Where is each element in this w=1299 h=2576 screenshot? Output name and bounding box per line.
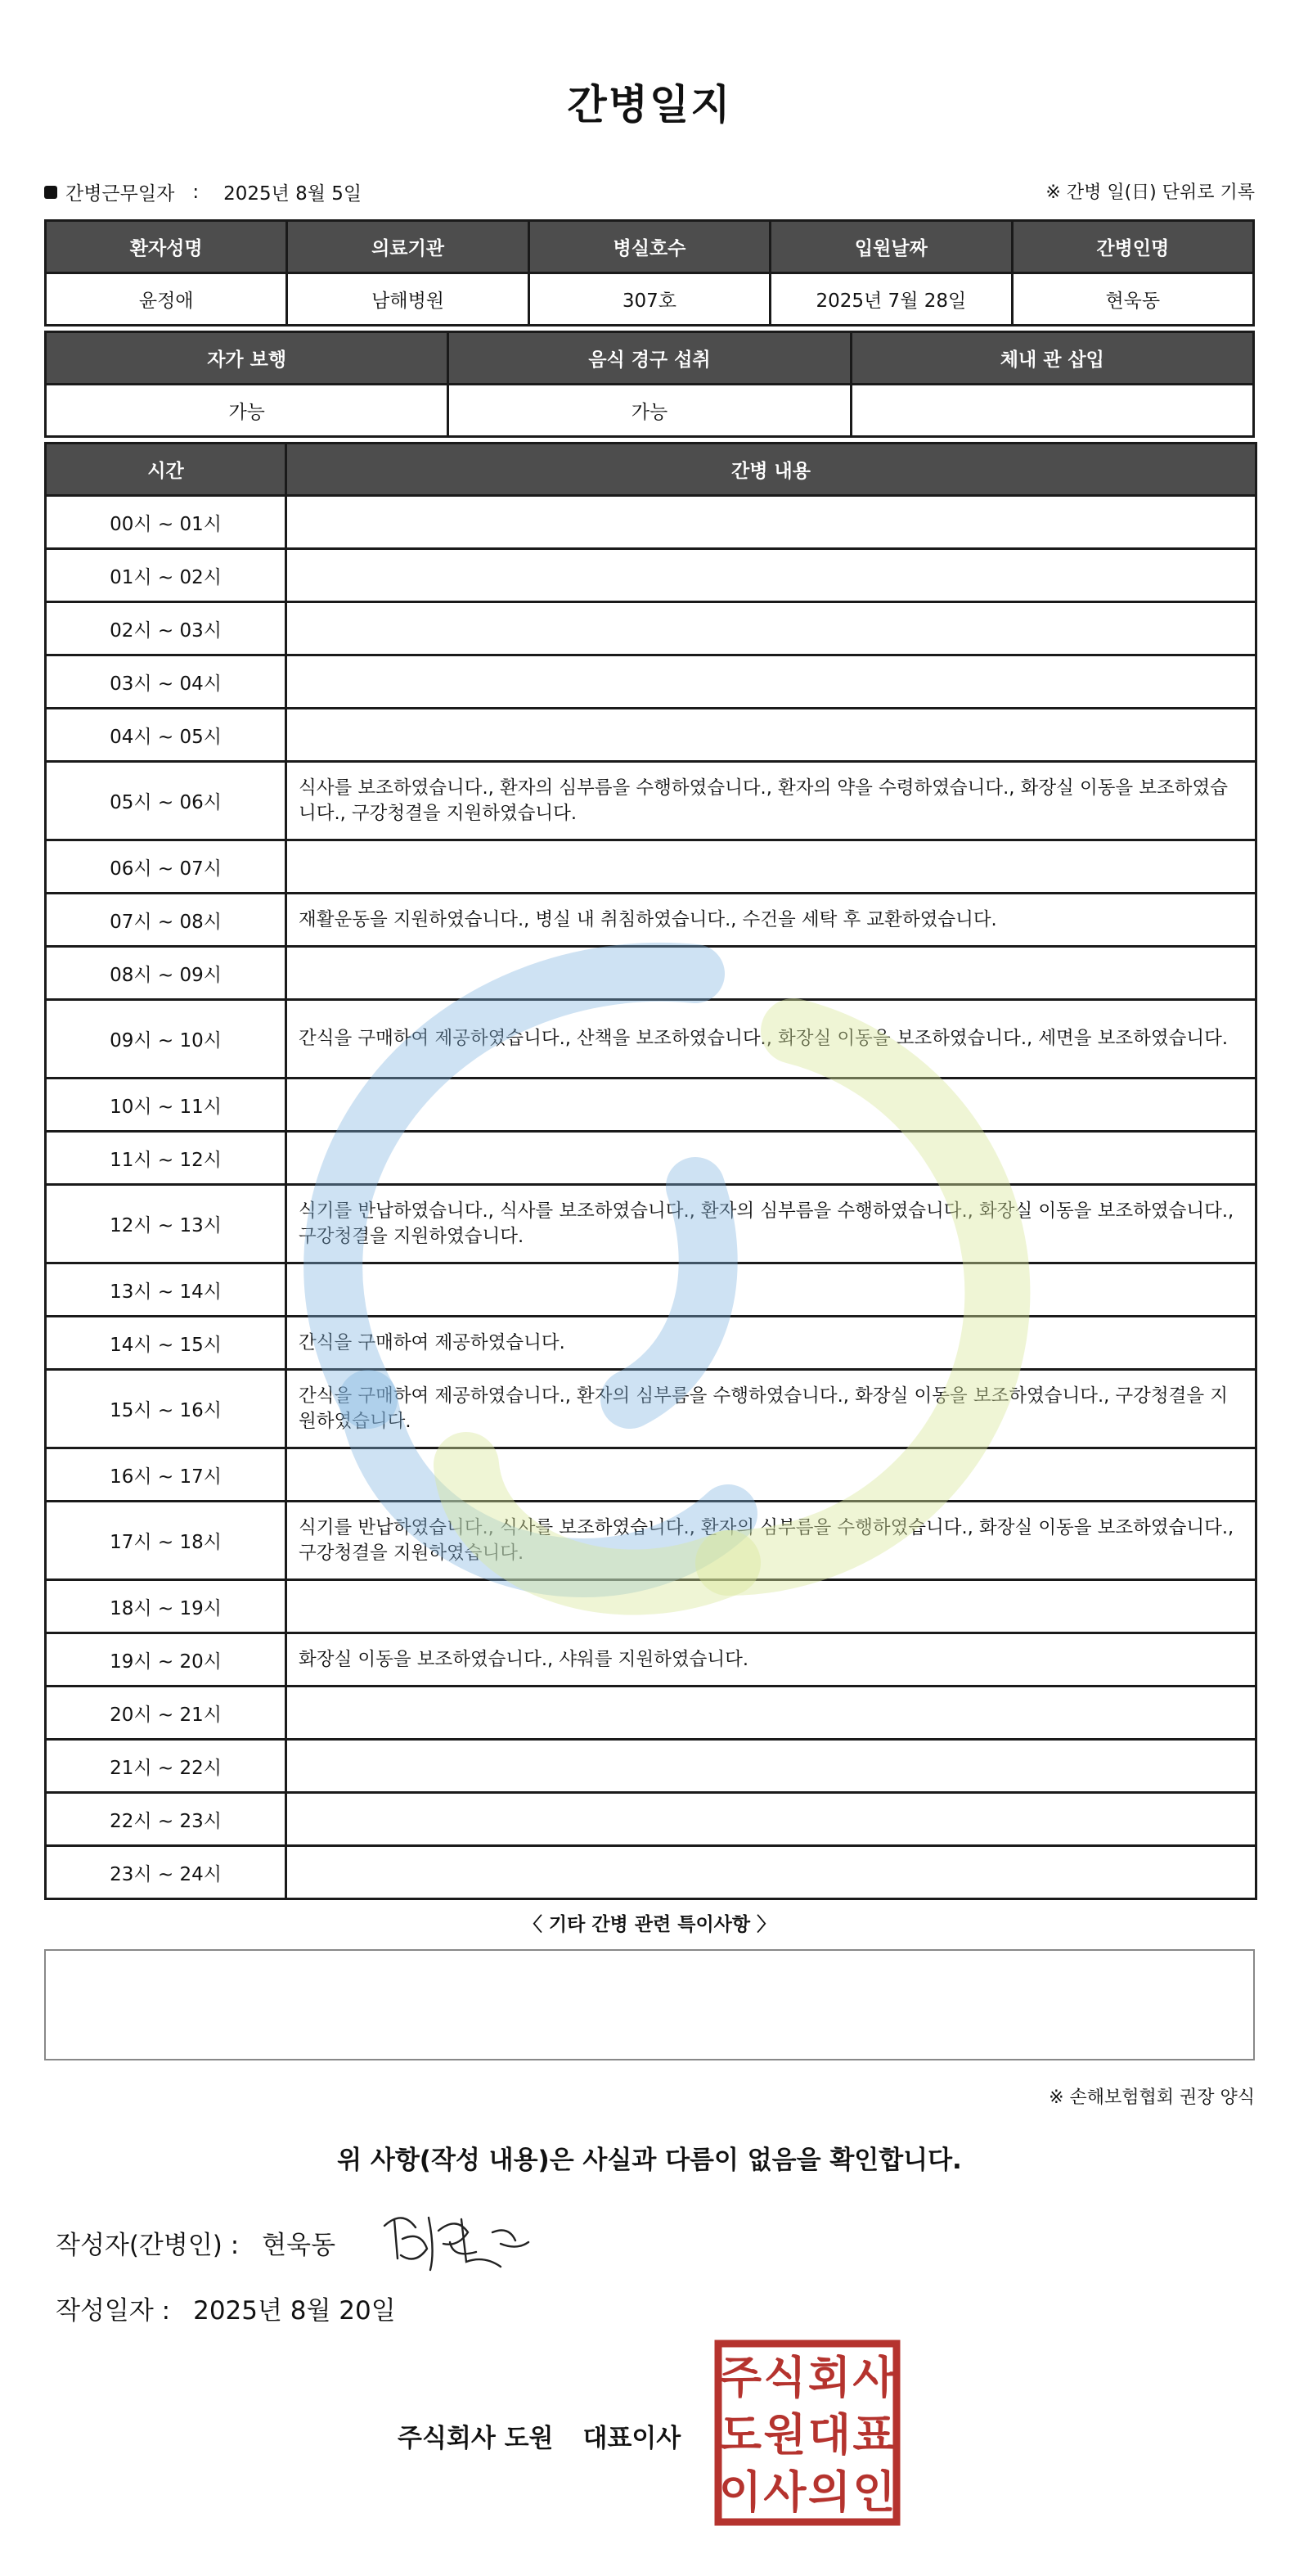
- header-room: 병실호수: [528, 221, 770, 273]
- care-log-row: [46, 496, 1256, 549]
- seal-char: 대: [807, 2409, 852, 2461]
- care-log-time: 02시 ~ 03시: [46, 602, 286, 655]
- company-name: 주식회사 도원: [398, 2424, 554, 2453]
- care-log-row: [46, 762, 1256, 840]
- care-log-content: [286, 840, 1256, 894]
- care-log-content: [286, 947, 1256, 1000]
- header-self-walking: 자가 보행: [46, 332, 448, 385]
- care-log-row: [46, 1793, 1256, 1846]
- care-log-content: [286, 1079, 1256, 1132]
- remarks-title: 〈 기타 간병 관련 특이사항 〉: [523, 1914, 776, 1935]
- care-log-content: [286, 1846, 1256, 1899]
- seal-char: 주: [718, 2352, 762, 2403]
- care-log-time: 18시 ~ 19시: [46, 1580, 286, 1633]
- company-seal-stamp: [713, 2339, 901, 2527]
- care-log-time: 20시 ~ 21시: [46, 1687, 286, 1740]
- care-log-content: [286, 1740, 1256, 1793]
- page-title: 간병일지: [567, 81, 732, 128]
- ability-header: [46, 332, 1254, 385]
- header-care-content: 간병 내용: [286, 444, 1256, 496]
- writer-line: [56, 2224, 335, 2261]
- daily-record-note: ※ 간병 일(日) 단위로 기록: [1045, 182, 1255, 203]
- care-log-time: 16시 ~ 17시: [46, 1448, 286, 1502]
- care-log-time: 08시 ~ 09시: [46, 947, 286, 1000]
- care-log-row: [46, 1263, 1256, 1317]
- care-log-header: [46, 444, 1256, 496]
- care-log-content: [286, 496, 1256, 549]
- care-log-content: 화장실 이동을 보조하였습니다., 샤워를 지원하였습니다.: [286, 1633, 1256, 1687]
- seal-char: 의: [807, 2466, 852, 2518]
- care-log-time: 01시 ~ 02시: [46, 549, 286, 602]
- care-log-content: 간식을 구매하여 제공하였습니다., 산책을 보조하였습니다., 화장실 이동을 보조하였습니다., 세면을 보조하였습니다.: [286, 1000, 1256, 1079]
- seal-char: 회: [807, 2352, 852, 2403]
- care-log-row: [46, 1687, 1256, 1740]
- header-patient-name: 환자성명: [46, 221, 287, 273]
- care-log-time: 21시 ~ 22시: [46, 1740, 286, 1793]
- care-log-content: [286, 602, 1256, 655]
- care-log-time: 17시 ~ 18시: [46, 1502, 286, 1580]
- care-log-time: 14시 ~ 15시: [46, 1317, 286, 1370]
- care-log-time: 10시 ~ 11시: [46, 1079, 286, 1132]
- seal-char: 이: [718, 2466, 762, 2518]
- care-log-content: [286, 1263, 1256, 1317]
- care-log-content: 식기를 반납하였습니다., 식사를 보조하였습니다., 환자의 심부름을 수행하였습니다., 화장실 이동을 보조하였습니다., 구강청결을 지원하였습니다.: [286, 1502, 1256, 1580]
- care-log-row: [46, 655, 1256, 709]
- written-date-line: [56, 2290, 396, 2326]
- seal-char: 사: [852, 2352, 896, 2403]
- care-log-body: [46, 496, 1256, 1899]
- care-log-time: 12시 ~ 13시: [46, 1185, 286, 1263]
- writer-label: 작성자(간병인) :: [56, 2231, 240, 2260]
- work-date: [44, 178, 362, 205]
- patient-name: 윤정애: [46, 273, 287, 326]
- form-note: ※ 손해보험협회 권장 양식: [1049, 2087, 1255, 2108]
- care-log-content: [286, 1793, 1256, 1846]
- care-log-time: 05시 ~ 06시: [46, 762, 286, 840]
- care-log-time: 11시 ~ 12시: [46, 1132, 286, 1185]
- care-log-content: [286, 1448, 1256, 1502]
- square-bullet-icon: [44, 186, 57, 199]
- seal-char: 인: [852, 2466, 896, 2518]
- care-log-row: [46, 549, 1256, 602]
- care-log-row: [46, 947, 1256, 1000]
- seal-char: 사: [763, 2466, 807, 2518]
- care-log-content: [286, 655, 1256, 709]
- header-hospital: 의료기관: [287, 221, 528, 273]
- care-log-content: [286, 1132, 1256, 1185]
- patient-ability-table: [44, 331, 1255, 438]
- patient-info-table: [44, 219, 1255, 327]
- care-log-content: 간식을 구매하여 제공하였습니다.: [286, 1317, 1256, 1370]
- care-log-row: [46, 840, 1256, 894]
- patient-info-header: [46, 221, 1254, 273]
- care-log-time: 13시 ~ 14시: [46, 1263, 286, 1317]
- care-log-row: [46, 1000, 1256, 1079]
- care-log-time: 03시 ~ 04시: [46, 655, 286, 709]
- care-log-time: 15시 ~ 16시: [46, 1370, 286, 1448]
- header-time: 시간: [46, 444, 286, 496]
- header-admission-date: 입원날짜: [771, 221, 1012, 273]
- care-log-table: [44, 442, 1257, 1900]
- care-log-row: [46, 602, 1256, 655]
- self-walking: 가능: [46, 385, 448, 437]
- hospital: 남해병원: [287, 273, 528, 326]
- writer-name: 현욱동: [262, 2231, 336, 2260]
- work-date-colon: :: [192, 181, 200, 203]
- care-log-row: [46, 1185, 1256, 1263]
- seal-char: 원: [763, 2409, 807, 2461]
- admission-date: 2025년 7월 28일: [771, 273, 1012, 326]
- care-log-time: 22시 ~ 23시: [46, 1793, 286, 1846]
- caregiver-name: 현욱동: [1012, 273, 1253, 326]
- care-log-time: 04시 ~ 05시: [46, 709, 286, 762]
- care-log-content: 식기를 반납하였습니다., 식사를 보조하였습니다., 환자의 심부름을 수행하였습니다., 화장실 이동을 보조하였습니다., 구강청결을 지원하였습니다.: [286, 1185, 1256, 1263]
- care-log-row: [46, 1132, 1256, 1185]
- meta-row: [44, 178, 1255, 208]
- care-log-row: [46, 709, 1256, 762]
- care-log-row: [46, 1740, 1256, 1793]
- oral-intake: 가능: [448, 385, 851, 437]
- care-log-row: [46, 894, 1256, 947]
- care-log-row: [46, 1502, 1256, 1580]
- care-log-row: [46, 1633, 1256, 1687]
- care-log-content: [286, 709, 1256, 762]
- care-log-content: 간식을 구매하여 제공하였습니다., 환자의 심부름을 수행하였습니다., 화장실 이동을 보조하였습니다., 구강청결을 지원하였습니다.: [286, 1370, 1256, 1448]
- header-oral-intake: 음식 경구 섭취: [448, 332, 851, 385]
- care-log-time: 19시 ~ 20시: [46, 1633, 286, 1687]
- confirmation-statement: 위 사항(작성 내용)은 사실과 다름이 없음을 확인합니다.: [337, 2146, 962, 2175]
- care-log-time: 00시 ~ 01시: [46, 496, 286, 549]
- care-log-content: [286, 1580, 1256, 1633]
- seal-char: 표: [852, 2409, 896, 2461]
- remarks-box: [44, 1949, 1255, 2060]
- care-log-time: 09시 ~ 10시: [46, 1000, 286, 1079]
- tube-insertion: [851, 385, 1253, 437]
- care-log-content: [286, 1687, 1256, 1740]
- company-line: [398, 2417, 681, 2454]
- room-number: 307호: [528, 273, 770, 326]
- seal-char: 식: [763, 2352, 807, 2403]
- header-tube-insertion: 체내 관 삽입: [851, 332, 1253, 385]
- care-log-time: 23시 ~ 24시: [46, 1846, 286, 1899]
- care-log-row: [46, 1846, 1256, 1899]
- care-log-row: [46, 1370, 1256, 1448]
- ability-values: [46, 385, 1254, 437]
- header-caregiver: 간병인명: [1012, 221, 1253, 273]
- handwritten-signature: [378, 2201, 533, 2275]
- work-date-value: 2025년 8월 5일: [223, 183, 362, 205]
- seal-char: 도: [718, 2409, 762, 2461]
- company-ceo-title: 대표이사: [582, 2424, 681, 2453]
- care-log-content: 재활운동을 지원하였습니다., 병실 내 취침하였습니다., 수건을 세탁 후 교환하였습니다.: [286, 894, 1256, 947]
- care-log-row: [46, 1580, 1256, 1633]
- patient-info-values: [46, 273, 1254, 326]
- care-log-row: [46, 1079, 1256, 1132]
- care-log-row: [46, 1317, 1256, 1370]
- care-log-time: 07시 ~ 08시: [46, 894, 286, 947]
- care-log-content: 식사를 보조하였습니다., 환자의 심부름을 수행하였습니다., 환자의 약을 수령하였습니다., 화장실 이동을 보조하였습니다., 구강청결을 지원하였습니다.: [286, 762, 1256, 840]
- care-log-row: [46, 1448, 1256, 1502]
- care-log-time: 06시 ~ 07시: [46, 840, 286, 894]
- written-date-label: 작성일자 :: [56, 2296, 171, 2326]
- work-date-label: 간병근무일자: [65, 183, 175, 205]
- care-log-content: [286, 549, 1256, 602]
- written-date-value: 2025년 8월 20일: [193, 2296, 396, 2326]
